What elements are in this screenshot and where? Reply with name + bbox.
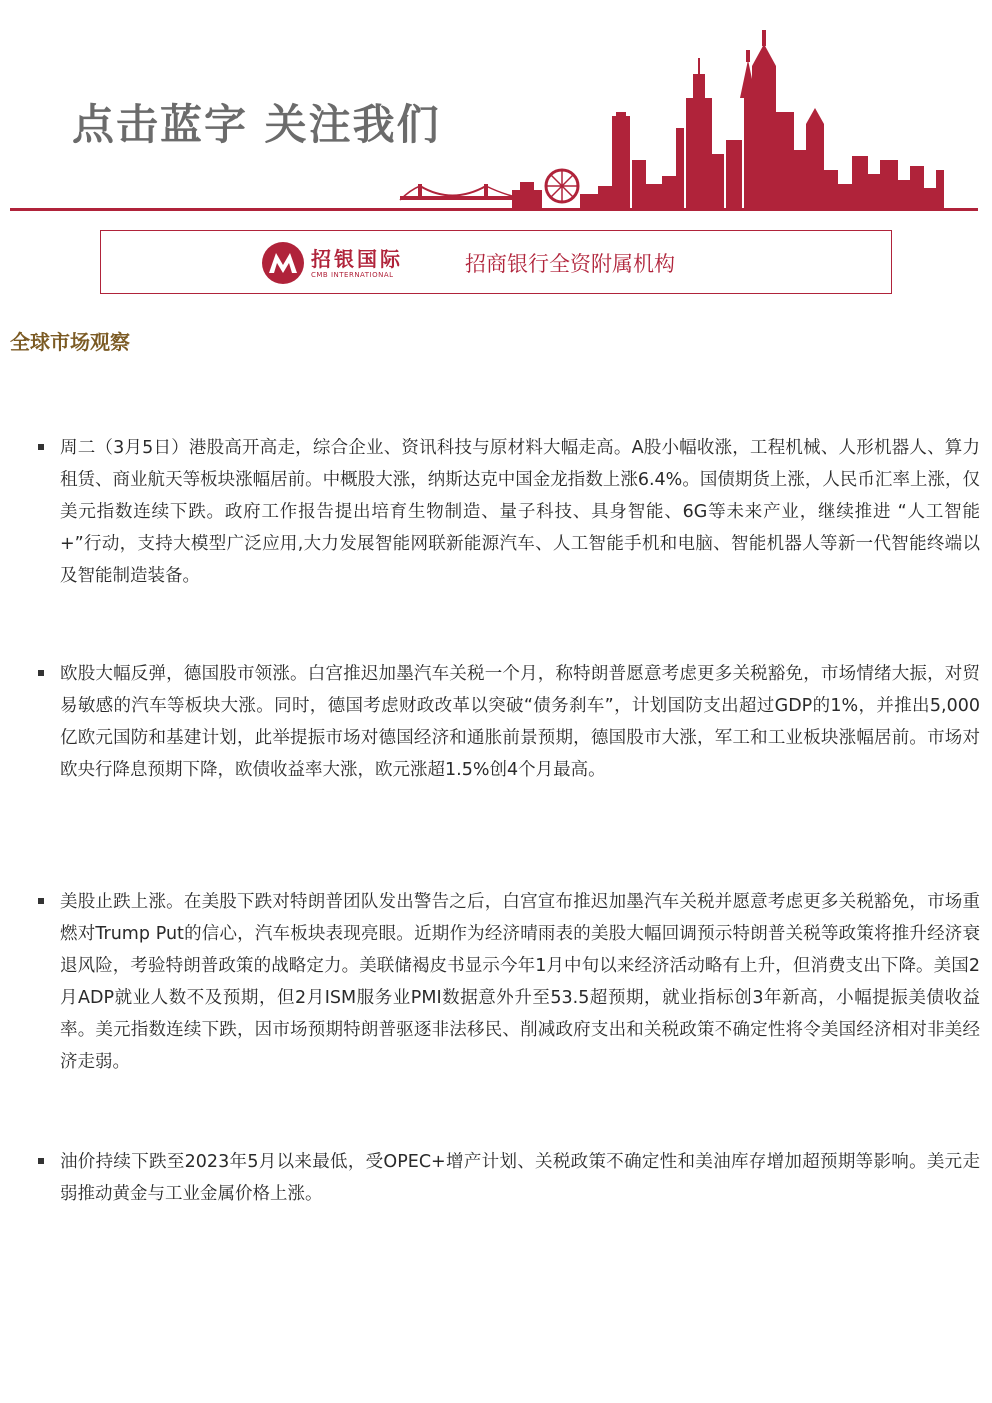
banner-tagline: 招商银行全资附属机构 [465,252,675,276]
page-header [0,0,992,215]
bullet-square-icon [38,898,44,904]
bullet-text: 欧股大幅反弹，德国股市领涨。白宫推迟加墨汽车关税一个月，称特朗普愿意考虑更多关税豁免，市场情绪大振，对贸易敏感的汽车等板块大涨。同时，德国考虑财政改革以突破“债务刹车”，计划国防支出超过GDP的1%，并推出5,000亿欧元国防和基建计划，此举提振市场对德国经济和通胀前景预期，德国股市大涨，军工和工业板块涨幅居前。市场对欧央行降息预期下降，欧债收益率大涨，欧元涨超1.5%创4个月最高。 [60,664,980,780]
bullet-text: 美股止跌上涨。在美股下跌对特朗普团队发出警告之后，白宫宣布推迟加墨汽车关税并愿意考虑更多关税豁免，市场重燃对Trump Put的信心，汽车板块表现亮眼。近期作为经济晴雨表的美股大幅回调预示特朗普关税等政策将推升经济衰退风险，考验特朗普政策的战略定力。美联储褐皮书显示今年1月中旬以来经济活动略有上升，但消费支出下降。美国2月ADP就业人数不及预期，但2月ISM服务业PMI数据意外升至53.5超预期，就业指标创3年新高，小幅提振美债收益率。美元指数连续下跌，因市场预期特朗普驱逐非法移民、削减政府支出和关税政策不确定性将令美国经济相对非美经济走弱。 [60,892,980,1072]
list-item [38,658,980,786]
cmbi-logo-icon [261,241,305,285]
city-skyline-illustration [0,0,992,215]
list-item [38,432,980,592]
bullet-square-icon [38,670,44,676]
section-title: 全球市场观察 [10,330,130,354]
logo-name: 招银国际 [311,247,403,271]
bullet-text: 油价持续下跌至2023年5月以来最低，受OPEC+增产计划、关税政策不确定性和美油库存增加超预期等影响。美元走弱推动黄金与工业金属价格上涨。 [60,1152,980,1204]
bullet-text: 周二（3月5日）港股高开高走，综合企业、资讯科技与原材料大幅走高。A股小幅收涨，工程机械、人形机器人、算力租赁、商业航天等板块涨幅居前。中概股大涨，纳斯达克中国金龙指数上涨6.4%。国债期货上涨，人民币汇率上涨，仅美元指数连续下跌。政府工作报告提出培育生物制造、量子科技、具身智能、6G等未来产业，继续推进 “人工智能+”行动，支持大模型广泛应用,大力发展智能网联新能源汽车、人工智能手机和电脑、智能机器人等新一代智能终端以及智能制造装备。 [60,438,980,586]
follow-us-title[interactable]: 点击蓝字 关注我们 [72,100,441,149]
list-item [38,886,980,1078]
logo-subtitle: CMB INTERNATIONAL [311,271,394,279]
list-item [38,1146,980,1210]
cmbi-banner [100,230,892,294]
bullet-square-icon [38,1158,44,1164]
bullet-square-icon [38,444,44,450]
